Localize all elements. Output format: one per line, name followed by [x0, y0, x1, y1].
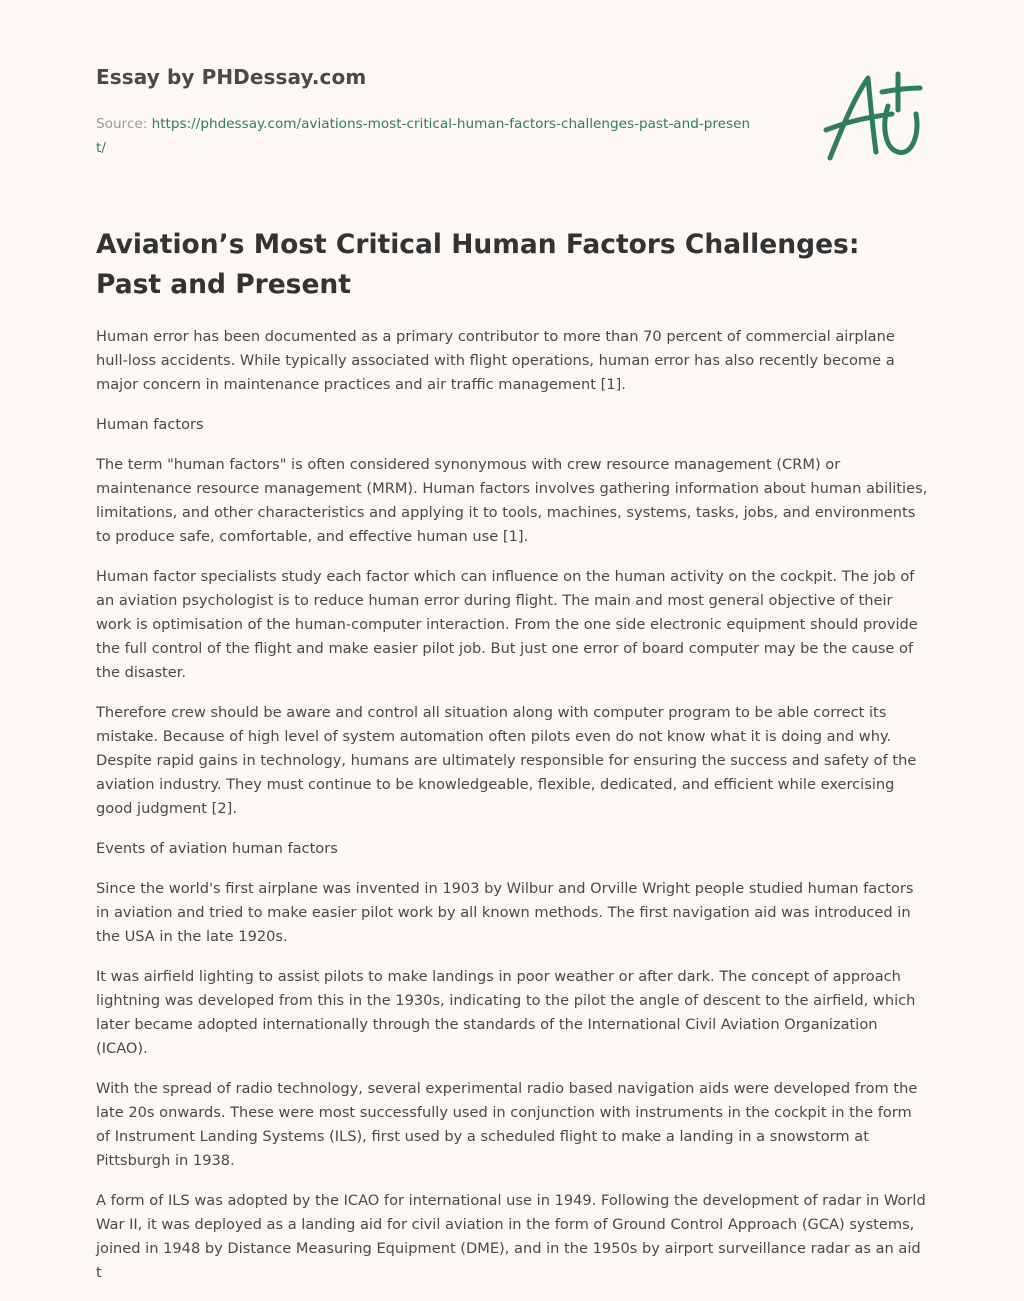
paragraph: Human error has been documented as a primary contributor to more than 70 percent of commercial airplane hull-loss accidents. While typically associated with flight operations, human error has also recently become a major concern in maintenance practices and air traffic management [1]. — [96, 328, 895, 393]
section-heading-events: Events of aviation human factors — [96, 840, 338, 857]
article-body — [96, 325, 928, 1301]
paragraph: A form of ILS was adopted by the ICAO for international use in 1949. Following the development of radar in World War II, it was deployed as a landing aid for civil aviation in the form of Ground Control Approach (GCA) systems, joined in 1948 by Distance Measuring Equipment (DME), and in the 1950s by airport surveillance radar as an aid t — [96, 1192, 926, 1281]
source-line — [96, 112, 756, 160]
paragraph: Human factor specialists study each factor which can influence on the human activity on the cockpit. The job of an aviation psychologist is to reduce human error during flight. The main and most general objective of their work is optimisation of the human-computer interaction. From the one side electronic equipment should provide the full control of the flight and make easier pilot job. But just one error of board computer may be the cause of the disaster. — [96, 568, 918, 681]
source-label: Source: — [96, 116, 152, 132]
a-plus-logo-icon — [822, 68, 926, 164]
source-link[interactable]: https://phdessay.com/aviations-most-critical-human-factors-challenges-past-and-present/ — [96, 116, 751, 156]
site-brand: Essay by PHDessay.com — [96, 65, 367, 89]
paragraph: It was airfield lighting to assist pilots to make landings in poor weather or after dark. The concept of approach lightning was developed from this in the 1930s, indicating to the pilot the angle of descent to the airfield, which later became adopted internationally through the standards of the International Civil Aviation Organization (ICAO). — [96, 968, 916, 1057]
paragraph: Therefore crew should be aware and control all situation along with computer program to be able correct its mistake. Because of high level of system automation often pilots even do not know what it is doing and why. Despite rapid gains in technology, humans are ultimately responsible for ensuring the success and safety of the aviation industry. They must continue to be knowledgeable, flexible, dedicated, and efficient while exercising good judgment [2]. — [96, 704, 917, 817]
paragraph: The term "human factors" is often considered synonymous with crew resource management (CRM) or maintenance resource management (MRM). Human factors involves gathering information about human abilities, limitations, and other characteristics and applying it to tools, machines, systems, tasks, jobs, and environments to produce safe, comfortable, and effective human use [1]. — [96, 456, 928, 545]
paragraph: Since the world's first airplane was invented in 1903 by Wilbur and Orville Wright people studied human factors in aviation and tried to make easier pilot work by all known methods. The first navigation aid was introduced in the USA in the late 1920s. — [96, 880, 914, 945]
paragraph: With the spread of radio technology, several experimental radio based navigation aids were developed from the late 20s onwards. These were most successfully used in conjunction with instruments in the cockpit in the form of Instrument Landing Systems (ILS), first used by a scheduled flight to make a landing in a snowstorm at Pittsburgh in 1938. — [96, 1080, 918, 1169]
section-heading-human-factors: Human factors — [96, 416, 204, 433]
article-title: Aviation’s Most Critical Human Factors Challenges: Past and Present — [96, 229, 860, 300]
